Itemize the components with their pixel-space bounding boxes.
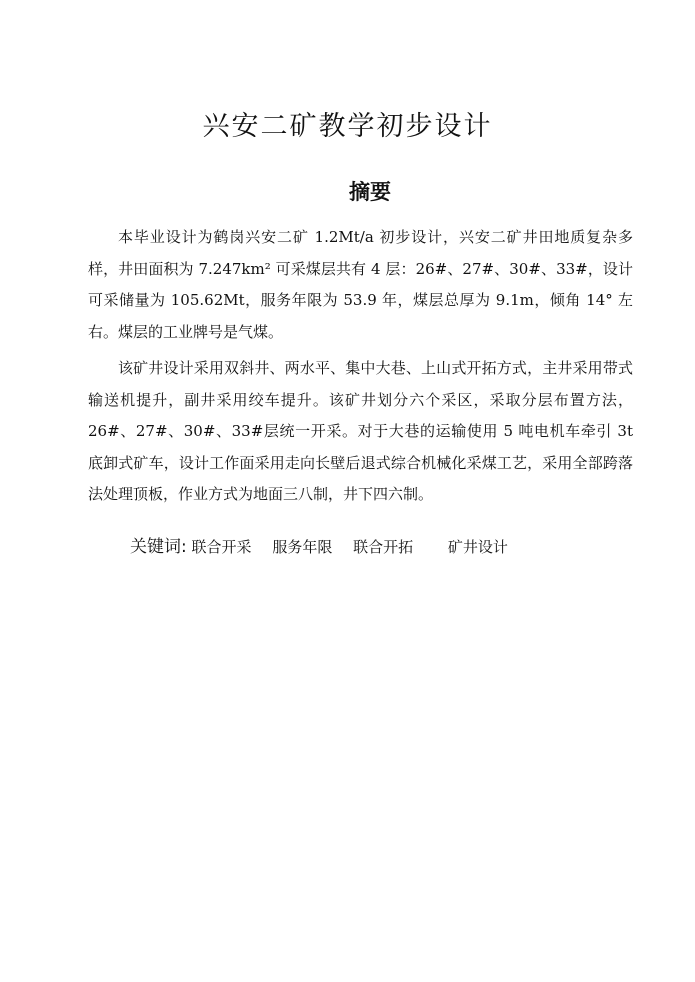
- abstract-paragraph-1: 本毕业设计为鹤岗兴安二矿 1.2Mt/a 初步设计，兴安二矿井田地质复杂多样，井田面积为 7.247km² 可采煤层共有 4 层：26#、27#、30#、33#，设计可采储量为 105.62Mt，服务年限为 53.9 年，煤层总厚为 9.1m，倾角 14° 左右。煤层的工业牌号是气煤。: [88, 228, 633, 341]
- keyword-item: 矿井设计: [447, 538, 508, 556]
- abstract-paragraph-2: 该矿井设计采用双斜井、两水平、集中大巷、上山式开拓方式，主井采用带式输送机提升，副井采用绞车提升。该矿井划分六个采区，采取分层布置方法，26#、27#、30#、33#层统一开采。对于大巷的运输使用 5 吨电机车牵引 3t 底卸式矿车，设计工作面采用走向长壁后退式综合机械化采煤工艺，采用全部跨落法处理顶板，作业方式为地面三八制，井下四六制。: [88, 359, 633, 503]
- keywords-line: [130, 533, 524, 561]
- keyword-item: 联合开拓: [353, 538, 414, 556]
- document-title: 兴安二矿教学初步设计: [202, 111, 493, 142]
- keyword-item: 联合开采: [191, 538, 252, 556]
- keywords-label: 关键词:: [130, 537, 187, 557]
- abstract-heading: 摘要: [349, 180, 391, 204]
- keyword-item: 服务年限: [272, 538, 333, 556]
